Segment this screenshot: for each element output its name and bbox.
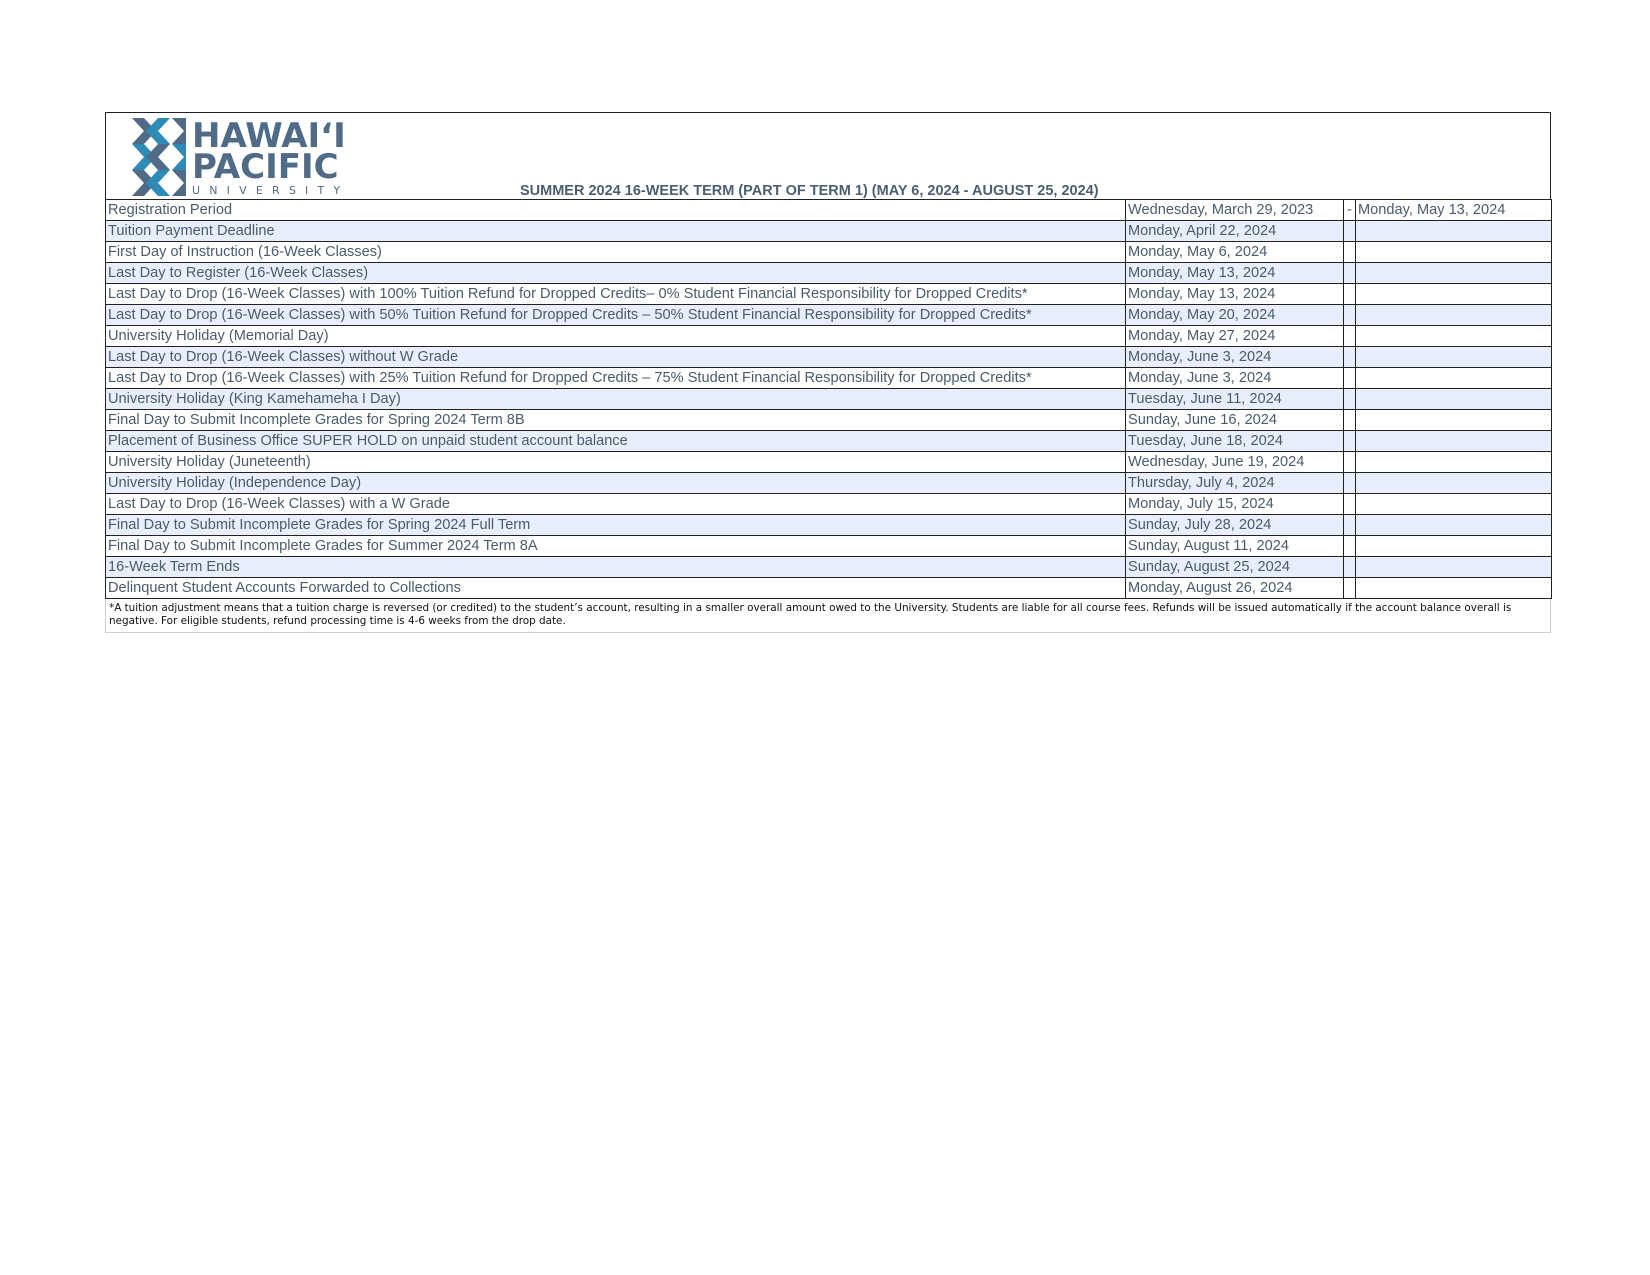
separator-cell [1344,305,1356,326]
end-date-cell [1356,263,1552,284]
logo-text-hawaii: HAWAIʻI [192,116,346,156]
table-row [106,557,1552,578]
event-cell: Placement of Business Office SUPER HOLD on unpaid student account balance [106,431,1126,452]
table-row [106,221,1552,242]
end-date-cell [1356,284,1552,305]
separator-cell [1344,452,1356,473]
separator-cell [1344,389,1356,410]
event-cell: University Holiday (Juneteenth) [106,452,1126,473]
separator-cell [1344,494,1356,515]
end-date-cell [1356,305,1552,326]
event-cell: Final Day to Submit Incomplete Grades for Summer 2024 Term 8A [106,536,1126,557]
date-cell: Monday, May 20, 2024 [1126,305,1344,326]
separator-cell [1344,368,1356,389]
calendar-sheet [105,112,1551,633]
event-cell: Delinquent Student Accounts Forwarded to Collections [106,578,1126,599]
table-row [106,578,1552,599]
table-row [106,326,1552,347]
end-date-cell [1356,326,1552,347]
table-row [106,284,1552,305]
separator-cell [1344,263,1356,284]
event-cell: First Day of Instruction (16-Week Classes) [106,242,1126,263]
end-date-cell [1356,557,1552,578]
date-cell: Monday, June 3, 2024 [1126,368,1344,389]
separator-cell [1344,347,1356,368]
event-cell: Last Day to Drop (16-Week Classes) with a W Grade [106,494,1126,515]
end-date-cell [1356,536,1552,557]
table-row [106,473,1552,494]
date-cell: Sunday, June 16, 2024 [1126,410,1344,431]
date-cell: Monday, May 13, 2024 [1126,284,1344,305]
separator-cell [1344,326,1356,347]
table-row [106,410,1552,431]
event-cell: University Holiday (Independence Day) [106,473,1126,494]
date-cell: Sunday, July 28, 2024 [1126,515,1344,536]
event-cell: Last Day to Drop (16-Week Classes) with 50% Tuition Refund for Dropped Credits – 50% Student Financial Responsibility for Dropped Credits* [106,305,1126,326]
date-cell: Monday, May 27, 2024 [1126,326,1344,347]
date-cell: Sunday, August 11, 2024 [1126,536,1344,557]
date-cell: Sunday, August 25, 2024 [1126,557,1344,578]
end-date-cell [1356,221,1552,242]
end-date-cell [1356,431,1552,452]
event-cell: Registration Period [106,200,1126,221]
end-date-cell [1356,389,1552,410]
separator-cell [1344,431,1356,452]
date-cell: Monday, May 13, 2024 [1126,263,1344,284]
event-cell: Tuition Payment Deadline [106,221,1126,242]
event-cell: Final Day to Submit Incomplete Grades for Spring 2024 Full Term [106,515,1126,536]
separator-cell [1344,515,1356,536]
date-cell: Monday, May 6, 2024 [1126,242,1344,263]
end-date-cell [1356,242,1552,263]
event-cell: Final Day to Submit Incomplete Grades for Spring 2024 Term 8B [106,410,1126,431]
event-cell: 16-Week Term Ends [106,557,1126,578]
end-date-cell [1356,578,1552,599]
event-cell: Last Day to Drop (16-Week Classes) without W Grade [106,347,1126,368]
table-row [106,389,1552,410]
logo-text-pacific: PACIFIC [192,147,339,187]
academic-calendar-table [105,199,1552,599]
logo-text-university: UNIVERSITY [192,184,350,197]
separator-cell [1344,410,1356,431]
event-cell: Last Day to Drop (16-Week Classes) with 25% Tuition Refund for Dropped Credits – 75% Student Financial Responsibility for Dropped Credits* [106,368,1126,389]
date-cell: Wednesday, March 29, 2023 [1126,200,1344,221]
end-date-cell: Monday, May 13, 2024 [1356,200,1552,221]
separator-cell [1344,221,1356,242]
separator-cell [1344,242,1356,263]
term-title: SUMMER 2024 16-WEEK TERM (PART OF TERM 1) (MAY 6, 2024 - AUGUST 25, 2024) [520,183,1099,199]
table-row [106,242,1552,263]
event-cell: Last Day to Register (16-Week Classes) [106,263,1126,284]
date-cell: Tuesday, June 18, 2024 [1126,431,1344,452]
event-cell: University Holiday (King Kamehameha I Day) [106,389,1126,410]
date-cell: Monday, July 15, 2024 [1126,494,1344,515]
separator-cell [1344,473,1356,494]
university-logo [132,116,350,197]
separator-cell: - [1344,200,1356,221]
table-row [106,431,1552,452]
table-row [106,536,1552,557]
end-date-cell [1356,494,1552,515]
footnote: *A tuition adjustment means that a tuition charge is reversed (or credited) to the student’s account, resulting in a smaller overall amount owed to the University. Students are liable for all course fees. Refunds will be issued automatically if the account balance overall is negative. For eligible students, refund processing time is 4-6 weeks from the drop date. [105,599,1551,633]
table-row [106,347,1552,368]
table-row [106,305,1552,326]
end-date-cell [1356,410,1552,431]
date-cell: Monday, April 22, 2024 [1126,221,1344,242]
date-cell: Monday, August 26, 2024 [1126,578,1344,599]
end-date-cell [1356,515,1552,536]
separator-cell [1344,557,1356,578]
table-row [106,494,1552,515]
table-row [106,200,1552,221]
table-row [106,263,1552,284]
separator-cell [1344,578,1356,599]
date-cell: Tuesday, June 11, 2024 [1126,389,1344,410]
date-cell: Wednesday, June 19, 2024 [1126,452,1344,473]
table-row [106,515,1552,536]
end-date-cell [1356,473,1552,494]
separator-cell [1344,536,1356,557]
logo-mark-icon [132,118,186,196]
date-cell: Monday, June 3, 2024 [1126,347,1344,368]
table-row [106,368,1552,389]
event-cell: University Holiday (Memorial Day) [106,326,1126,347]
separator-cell [1344,284,1356,305]
event-cell: Last Day to Drop (16-Week Classes) with 100% Tuition Refund for Dropped Credits– 0% Student Financial Responsibility for Dropped Credits* [106,284,1126,305]
table-row [106,452,1552,473]
end-date-cell [1356,452,1552,473]
end-date-cell [1356,368,1552,389]
sheet-header [105,112,1551,199]
end-date-cell [1356,347,1552,368]
date-cell: Thursday, July 4, 2024 [1126,473,1344,494]
